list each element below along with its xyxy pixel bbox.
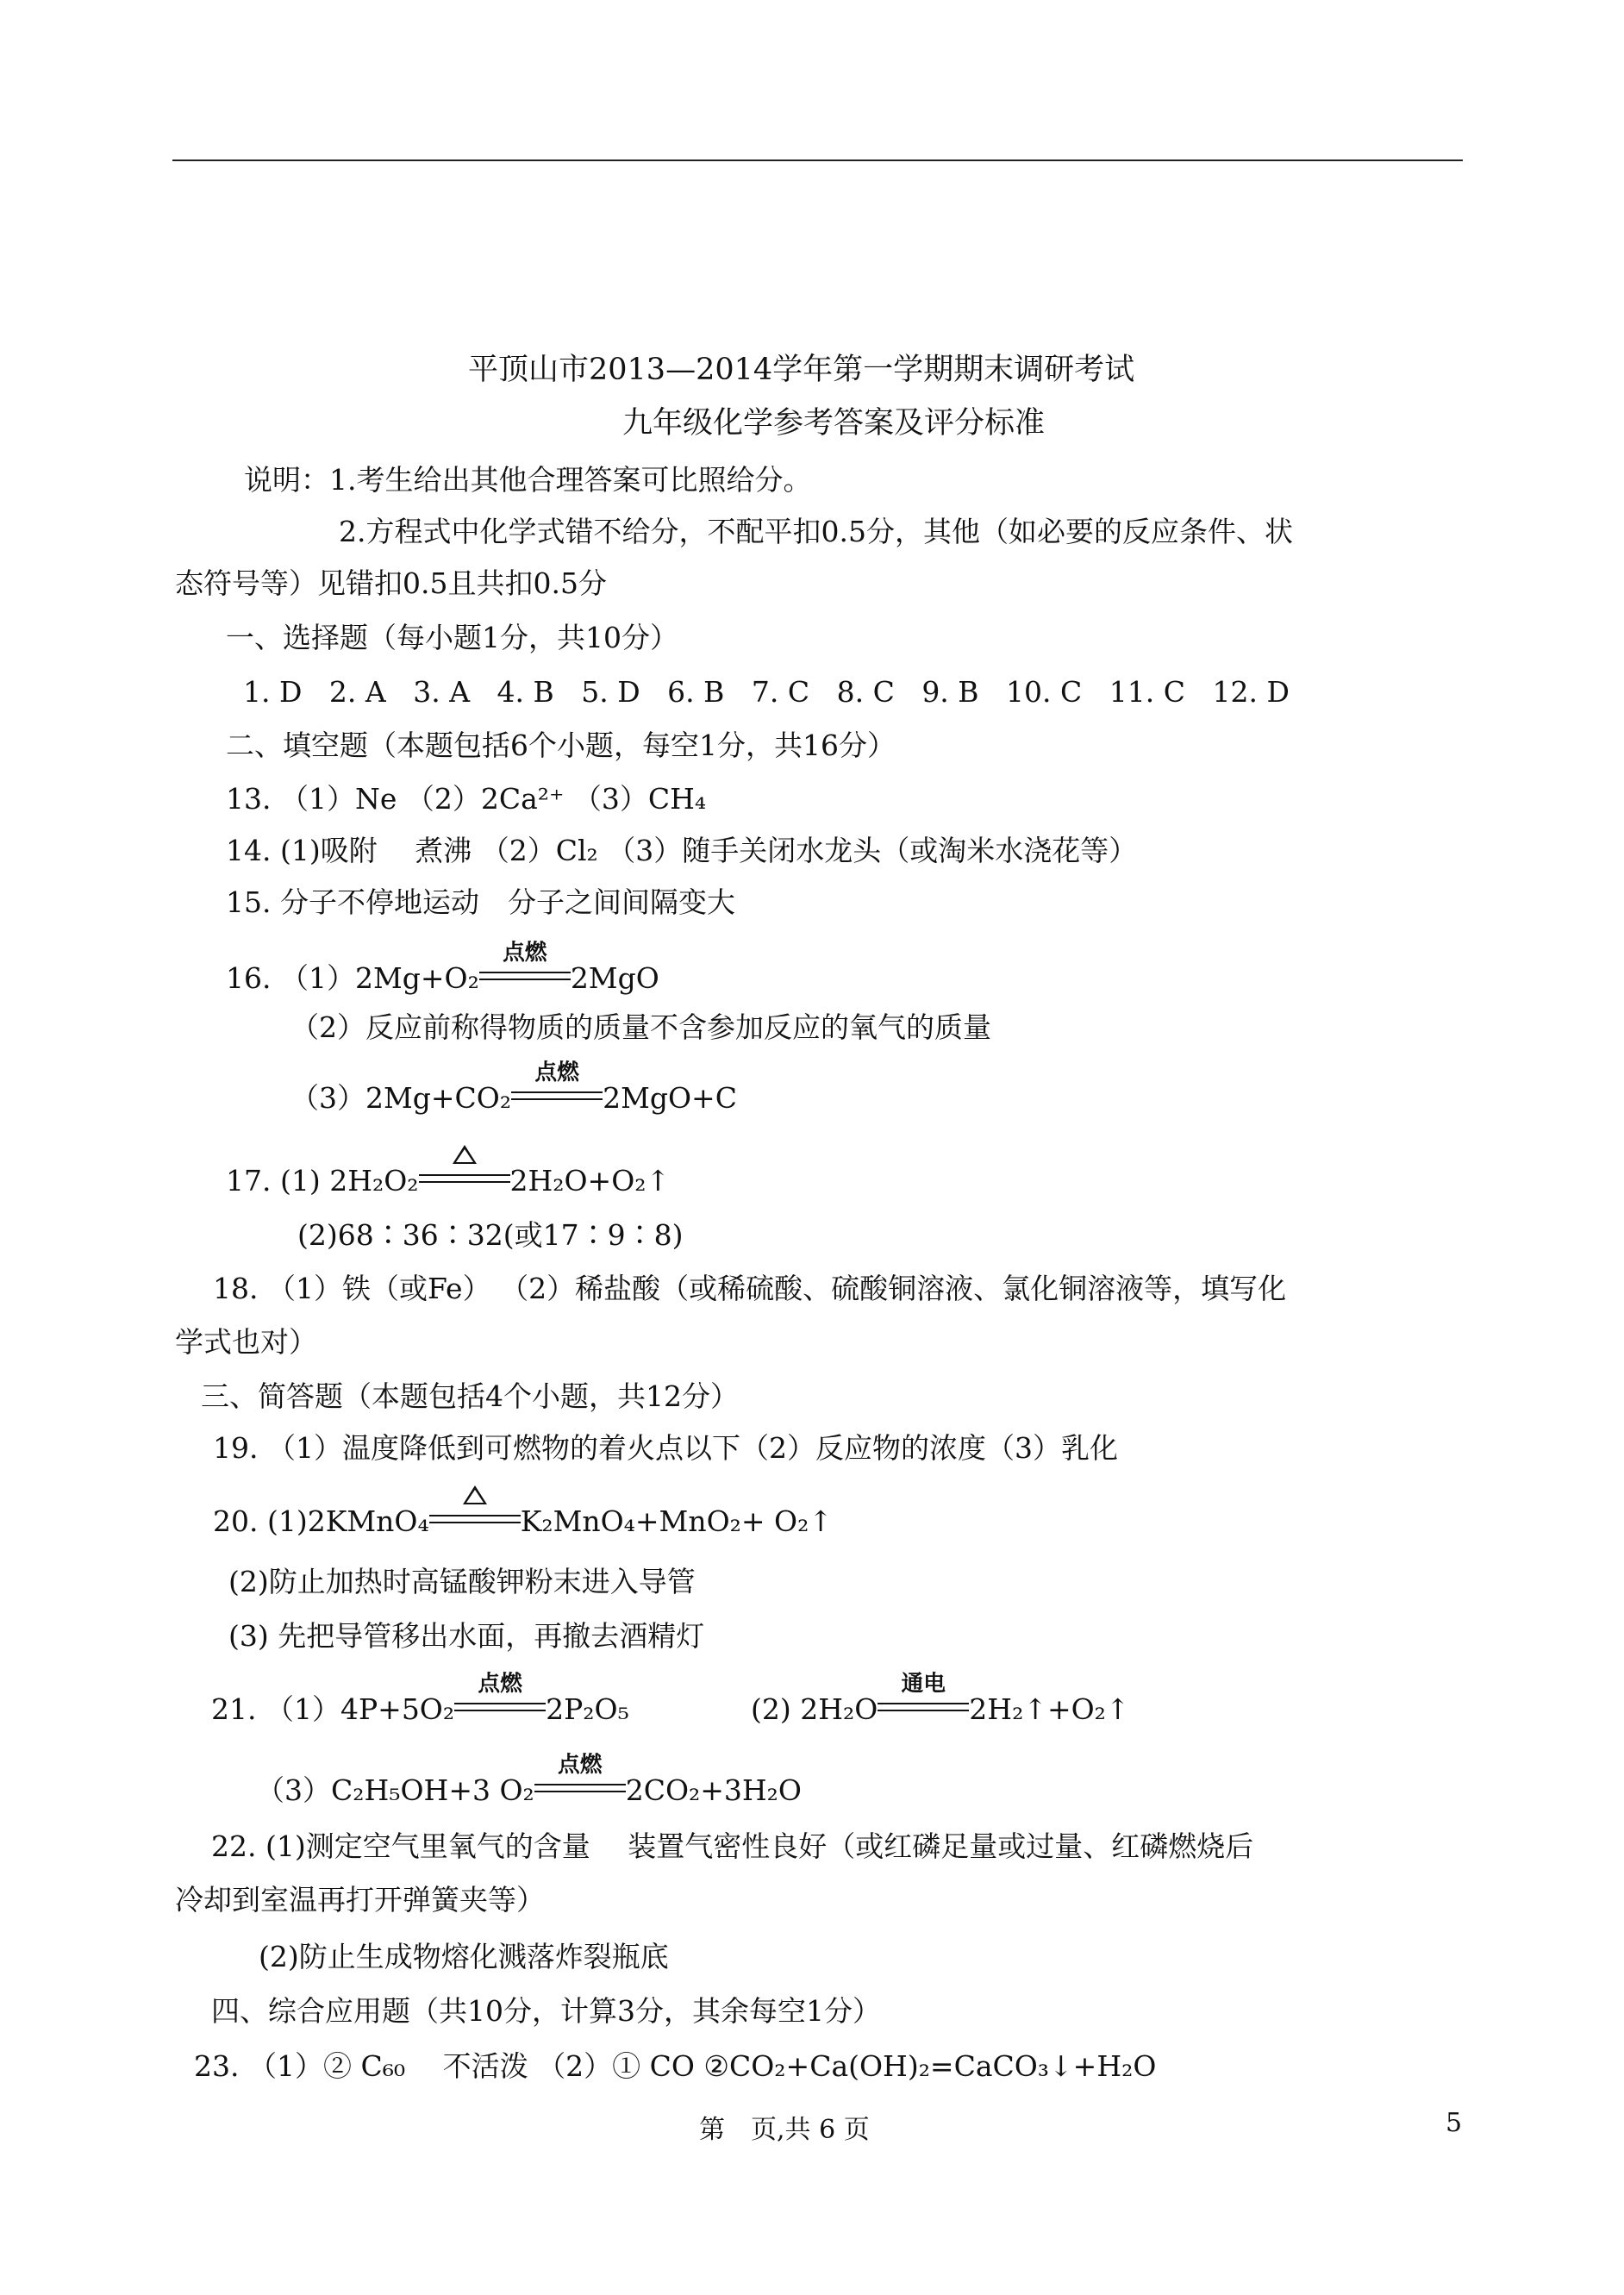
answer-21-1 bbox=[211, 1671, 629, 1726]
equation-products: 2MgO+C bbox=[603, 1081, 737, 1115]
equation-reactants: 20. (1)2KMnO₄ bbox=[213, 1504, 429, 1538]
answer-15: 15. 分子不停地运动 分子之间间隔变大 bbox=[226, 885, 735, 919]
double-bar bbox=[454, 1703, 546, 1712]
reaction-arrow bbox=[878, 1671, 969, 1719]
answer-17-1 bbox=[226, 1162, 671, 1198]
answer-item: 1. D bbox=[243, 675, 303, 709]
note-1: 1.考生给出其他合理答案可比照给分。 bbox=[329, 463, 812, 497]
answer-item: 11. C bbox=[1109, 675, 1185, 709]
answer-13: 13. （1）Ne （2）2Ca²⁺ （3）CH₄ bbox=[226, 782, 707, 816]
section-1-heading: 一、选择题（每小题1分，共10分） bbox=[226, 621, 678, 654]
answer-item: 12. D bbox=[1212, 675, 1290, 709]
reaction-arrow bbox=[454, 1671, 546, 1719]
reaction-condition: 点燃 bbox=[503, 940, 547, 966]
page-number: 5 bbox=[1446, 2108, 1463, 2138]
answer-item: 7. C bbox=[751, 675, 810, 709]
equation-reactants: (2) 2H₂O bbox=[751, 1692, 878, 1726]
answer-item: 9. B bbox=[921, 675, 979, 709]
answer-22-1: 22. (1)测定空气里氧气的含量 装置气密性良好（或红磷足量或过量、红磷燃烧后 bbox=[211, 1829, 1254, 1863]
equation-products: 2P₂O₅ bbox=[546, 1692, 629, 1726]
answer-item: 6. B bbox=[667, 675, 725, 709]
answer-item: 2. A bbox=[328, 675, 386, 709]
equation-reactants: 16. （1）2Mg+O₂ bbox=[226, 961, 479, 995]
answer-16-3 bbox=[290, 1060, 737, 1115]
note-2: 2.方程式中化学式错不给分，不配平扣0.5分，其他（如必要的反应条件、状 bbox=[339, 515, 1293, 548]
answer-21-3 bbox=[256, 1752, 802, 1807]
reaction-condition: 通电 bbox=[901, 1671, 946, 1698]
answer-16-2: （2）反应前称得物质的质量不含参加反应的氧气的质量 bbox=[290, 1010, 991, 1044]
double-bar bbox=[479, 972, 571, 981]
answer-19: 19. （1）温度降低到可燃物的着火点以下（2）反应物的浓度（3）乳化 bbox=[213, 1431, 1118, 1465]
answer-item: 8. C bbox=[836, 675, 895, 709]
answer-14: 14. (1)吸附 煮沸 （2）Cl₂ （3）随手关闭水龙头（或淘米水浇花等） bbox=[226, 834, 1138, 867]
answer-20-2: (2)防止加热时高锰酸钾粉末进入导管 bbox=[228, 1565, 696, 1598]
notes-line-1 bbox=[244, 463, 812, 497]
answer-20-1 bbox=[213, 1503, 833, 1538]
note-2-continued: 态符号等）见错扣0.5且共扣0.5分 bbox=[175, 566, 607, 600]
answer-23: 23. （1）② C₆₀ 不活泼 （2）① CO ②CO₂+Ca(OH)₂=CaCO₃↓+H₂O bbox=[194, 2049, 1157, 2083]
answer-item: 5. D bbox=[581, 675, 640, 709]
answer-item: 3. A bbox=[413, 675, 471, 709]
answer-18-continued: 学式也对） bbox=[175, 1325, 317, 1359]
double-bar bbox=[511, 1091, 603, 1101]
answer-18: 18. （1）铁（或Fe） （2）稀盐酸（或稀硫酸、硫酸铜溶液、氯化铜溶液等，填写化 bbox=[213, 1272, 1287, 1305]
page-footer-label: 第 页,共 6 页 bbox=[699, 2115, 870, 2145]
equation-products: K₂MnO₄+MnO₂+ O₂↑ bbox=[520, 1504, 833, 1538]
reaction-condition: 点燃 bbox=[478, 1671, 522, 1698]
double-bar bbox=[534, 1784, 626, 1793]
answer-17-2: (2)68∶36∶32(或17∶9∶8) bbox=[297, 1218, 684, 1252]
answer-item: 10. C bbox=[1006, 675, 1083, 709]
reaction-arrow bbox=[479, 940, 571, 988]
answer-20-3: (3) 先把导管移出水面，再撤去酒精灯 bbox=[228, 1619, 705, 1653]
answer-21-2 bbox=[751, 1671, 1130, 1726]
answer-16-1 bbox=[226, 940, 659, 995]
reaction-arrow bbox=[419, 1162, 510, 1191]
document-subtitle: 九年级化学参考答案及评分标准 bbox=[622, 406, 1046, 441]
answer-item: 4. B bbox=[497, 675, 554, 709]
section-3-heading: 三、简答题（本题包括4个小题，共12分） bbox=[201, 1379, 739, 1413]
double-bar bbox=[878, 1703, 969, 1712]
equation-reactants: （3）C₂H₅OH+3 O₂ bbox=[256, 1773, 534, 1807]
document-title: 平顶山市2013—2014学年第一学期期末调研考试 bbox=[468, 353, 1135, 387]
answer-22-2: (2)防止生成物熔化溅落炸裂瓶底 bbox=[259, 1940, 669, 1973]
header-rule bbox=[172, 159, 1463, 161]
equation-products: 2CO₂+3H₂O bbox=[625, 1773, 802, 1807]
double-bar bbox=[419, 1174, 510, 1184]
reaction-arrow bbox=[511, 1060, 603, 1108]
double-bar bbox=[429, 1515, 521, 1524]
section-4-heading: 四、综合应用题（共10分，计算3分，其余每空1分） bbox=[211, 1994, 881, 2028]
section-2-heading: 二、填空题（本题包括6个小题，每空1分，共16分） bbox=[226, 729, 896, 762]
heat-triangle-icon bbox=[453, 1145, 477, 1164]
reaction-arrow bbox=[534, 1752, 626, 1800]
heat-triangle-icon bbox=[463, 1485, 487, 1504]
equation-reactants: 21. （1）4P+5O₂ bbox=[211, 1692, 455, 1726]
reaction-arrow bbox=[429, 1503, 521, 1531]
answer-22-continued: 冷却到室温再打开弹簧夹等） bbox=[175, 1883, 545, 1917]
reaction-condition: 点燃 bbox=[557, 1752, 603, 1779]
equation-reactants: 17. (1) 2H₂O₂ bbox=[226, 1164, 419, 1198]
choice-answers bbox=[243, 675, 1290, 709]
notes-label: 说明： bbox=[244, 463, 329, 497]
reaction-condition: 点燃 bbox=[534, 1060, 579, 1086]
equation-products: 2MgO bbox=[570, 961, 659, 995]
equation-products: 2H₂↑+O₂↑ bbox=[969, 1692, 1130, 1726]
equation-reactants: （3）2Mg+CO₂ bbox=[290, 1081, 512, 1115]
equation-products: 2H₂O+O₂↑ bbox=[509, 1164, 671, 1198]
